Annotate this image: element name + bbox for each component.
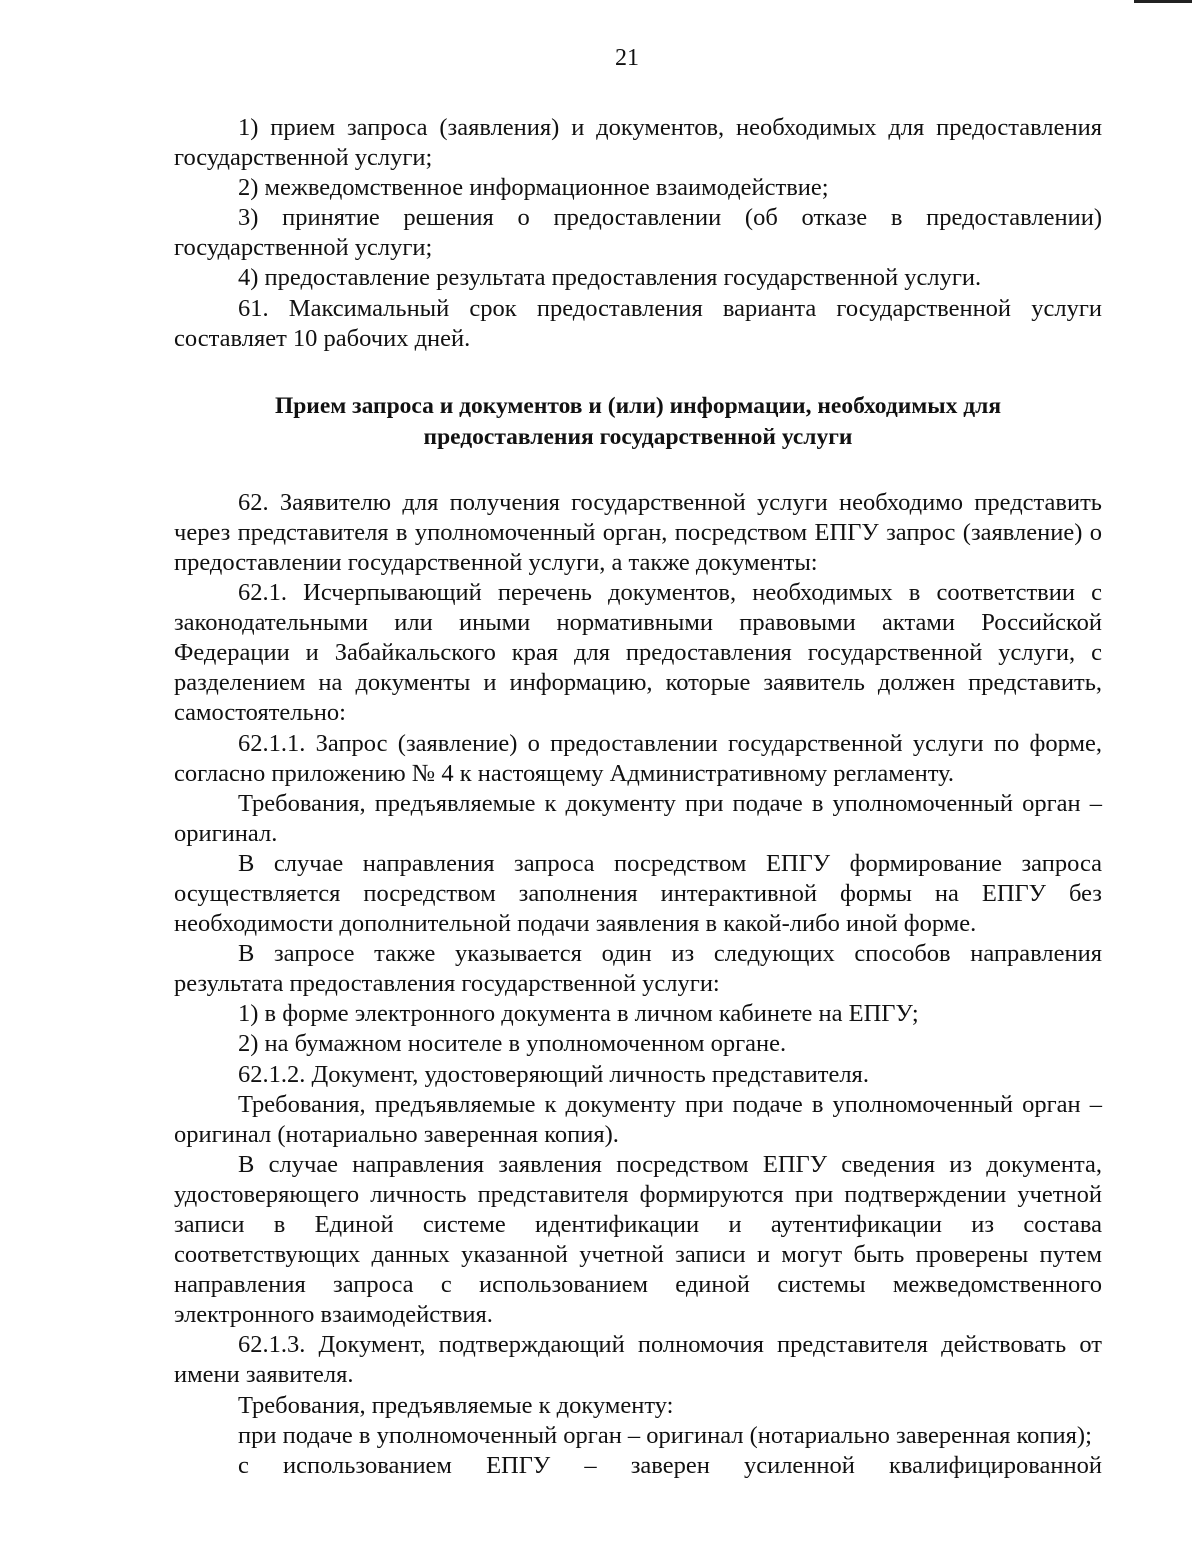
requirement-in-person: при подаче в уполномоченный орган – оригинал (нотариально заверенная копия); [238,1421,1092,1449]
list-item-2: 2) межведомственное информационное взаимодействие; [238,174,829,202]
top-edge-rule [1134,0,1192,3]
section-heading [174,391,1102,453]
list-item-3: 3) принятие решения о предоставлении (об отказе в предоставлении) государственной услуги; [174,204,1102,262]
section-heading-line-1: Прием запроса и документов и (или) информации, необходимых для [274,392,1002,419]
epgu-request-paragraph: В случае направления запроса посредством ЕПГУ формирование запроса осуществляется посредством заполнения интерактивной формы на ЕПГУ без необходимости дополнительной подачи заявления в какой-либо иной форме. [174,849,1102,938]
requirement-epgu: с использованием ЕПГУ – заверен усиленной квалифицированной [238,1451,1102,1479]
paragraph-61: 61. Максимальный срок предоставления варианта государственной услуги составляет 10 рабочих дней. [174,294,1102,352]
paragraph-62-1-1: 62.1.1. Запрос (заявление) о предоставлении государственной услуги по форме, согласно приложению № 4 к настоящему Административному регламенту. [174,729,1102,787]
document-requirements-label: Требования, предъявляемые к документу: [238,1391,674,1419]
result-method-2: 2) на бумажном носителе в уполномоченном органе. [238,1030,787,1058]
section-heading-line-2: предоставления государственной услуги [423,423,853,450]
document-body [174,113,1102,1481]
page-number: 21 [615,45,639,71]
list-item-4: 4) предоставление результата предоставления государственной услуги. [238,264,982,292]
result-method-1: 1) в форме электронного документа в личном кабинете на ЕПГУ; [238,1000,919,1028]
result-methods-paragraph: В запросе также указывается один из следующих способов направления результата предоставления государственной услуги: [174,940,1102,998]
paragraph-62-1-2: 62.1.2. Документ, удостоверяющий личность представителя. [238,1060,869,1088]
identity-esia-paragraph: В случае направления заявления посредством ЕПГУ сведения из документа, удостоверяющего личность представителя формируются при подтверждении учетной записи в Единой системе идентификации и аутентификации из состава соответствующих данных указанной учетной записи и могут быть проверены путем направления запроса с использованием единой системы межведомственного электронного взаимодействия. [174,1150,1102,1329]
paragraph-62-1-3: 62.1.3. Документ, подтверждающий полномочия представителя действовать от имени заявителя. [174,1331,1102,1389]
requirements-original: Требования, предъявляемые к документу при подаче в уполномоченный орган – оригинал. [174,789,1102,847]
paragraph-62-1: 62.1. Исчерпывающий перечень документов, необходимых в соответствии с законодательными или иными нормативными правовыми актами Российской Федерации и Забайкальского края для предоставления государственной услуги, с разделением на документы и информацию, которые заявитель должен представить, самостоятельно: [174,579,1102,727]
requirements-notarized: Требования, предъявляемые к документу при подаче в уполномоченный орган – оригинал (нотариально заверенная копия). [174,1090,1102,1148]
list-item-1: 1) прием запроса (заявления) и документов, необходимых для предоставления государственной услуги; [174,114,1102,172]
paragraph-62: 62. Заявителю для получения государственной услуги необходимо представить через представителя в уполномоченный орган, посредством ЕПГУ запрос (заявление) о предоставлении государственной услуги, а также документы: [174,488,1102,576]
